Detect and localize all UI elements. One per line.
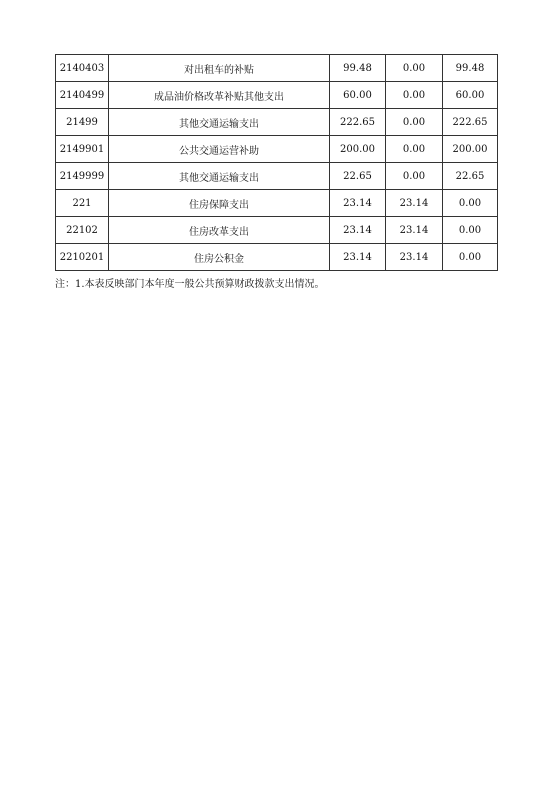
basic-expenditure-cell: 0.00 — [386, 109, 443, 136]
subject-name-cell: 成品油价格改革补贴其他支出 — [109, 82, 330, 109]
project-expenditure-cell: 99.48 — [443, 55, 498, 82]
table-row — [56, 55, 498, 82]
total-cell: 222.65 — [330, 109, 386, 136]
project-expenditure-cell: 22.65 — [443, 163, 498, 190]
table-row — [56, 82, 498, 109]
basic-expenditure-cell: 0.00 — [386, 136, 443, 163]
subject-name-cell: 对出租车的补贴 — [109, 55, 330, 82]
total-cell: 23.14 — [330, 190, 386, 217]
table-row — [56, 163, 498, 190]
subject-code-cell: 2149901 — [56, 136, 109, 163]
subject-code-cell: 2140499 — [56, 82, 109, 109]
project-expenditure-cell: 0.00 — [443, 217, 498, 244]
total-cell: 23.14 — [330, 217, 386, 244]
total-cell: 200.00 — [330, 136, 386, 163]
basic-expenditure-cell: 0.00 — [386, 55, 443, 82]
basic-expenditure-cell: 0.00 — [386, 163, 443, 190]
basic-expenditure-cell: 0.00 — [386, 82, 443, 109]
subject-name-cell: 住房保障支出 — [109, 190, 330, 217]
table-row — [56, 217, 498, 244]
table-footnote: 注：1.本表反映部门本年度一般公共预算财政拨款支出情况。 — [55, 279, 325, 290]
total-cell: 23.14 — [330, 244, 386, 271]
subject-code-cell: 22102 — [56, 217, 109, 244]
subject-code-cell: 21499 — [56, 109, 109, 136]
project-expenditure-cell: 60.00 — [443, 82, 498, 109]
subject-code-cell: 2149999 — [56, 163, 109, 190]
table-row — [56, 244, 498, 271]
subject-code-cell: 221 — [56, 190, 109, 217]
table-row — [56, 136, 498, 163]
project-expenditure-cell: 0.00 — [443, 190, 498, 217]
subject-name-cell: 其他交通运输支出 — [109, 163, 330, 190]
subject-code-cell: 2140403 — [56, 55, 109, 82]
table-row — [56, 109, 498, 136]
project-expenditure-cell: 0.00 — [443, 244, 498, 271]
table-row — [56, 190, 498, 217]
total-cell: 60.00 — [330, 82, 386, 109]
total-cell: 99.48 — [330, 55, 386, 82]
subject-name-cell: 住房公积金 — [109, 244, 330, 271]
basic-expenditure-cell: 23.14 — [386, 190, 443, 217]
subject-name-cell: 公共交通运营补助 — [109, 136, 330, 163]
budget-expenditure-table — [55, 54, 498, 271]
total-cell: 22.65 — [330, 163, 386, 190]
subject-name-cell: 其他交通运输支出 — [109, 109, 330, 136]
project-expenditure-cell: 222.65 — [443, 109, 498, 136]
project-expenditure-cell: 200.00 — [443, 136, 498, 163]
subject-name-cell: 住房改革支出 — [109, 217, 330, 244]
basic-expenditure-cell: 23.14 — [386, 244, 443, 271]
basic-expenditure-cell: 23.14 — [386, 217, 443, 244]
subject-code-cell: 2210201 — [56, 244, 109, 271]
